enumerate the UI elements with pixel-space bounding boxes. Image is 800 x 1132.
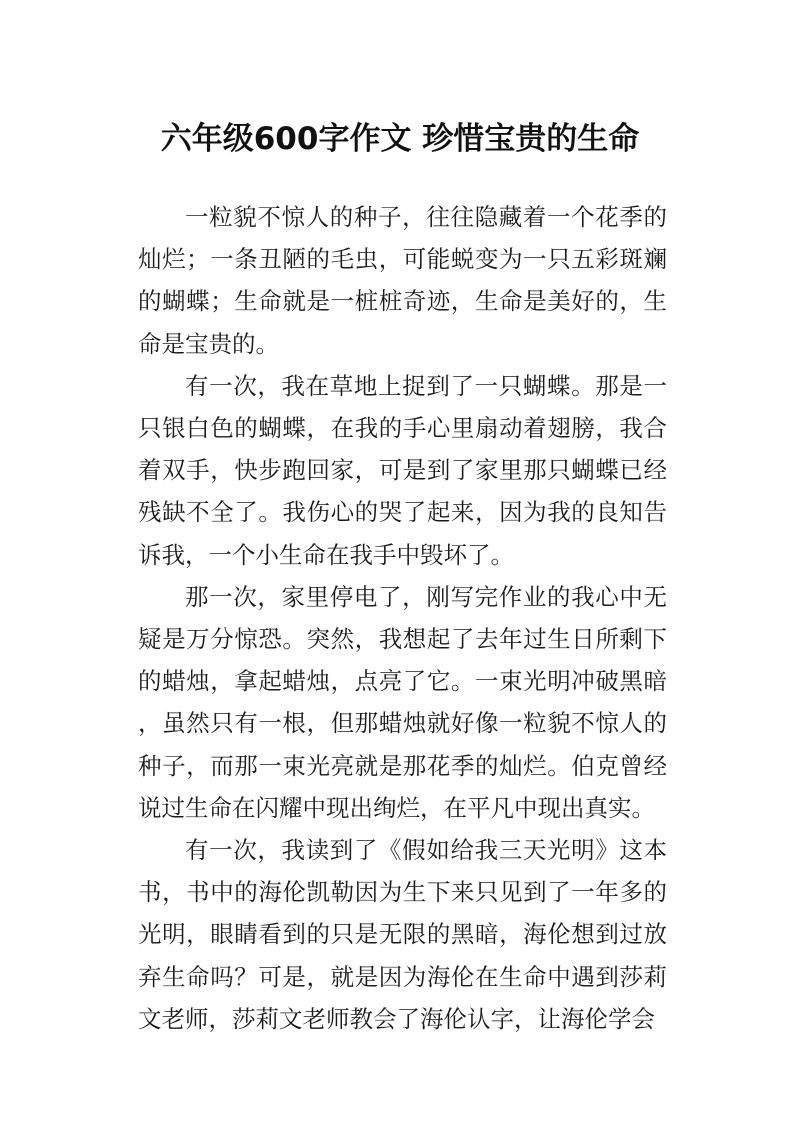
- document-title: 六年级600字作文 珍惜宝贵的生命: [160, 120, 640, 157]
- document-body: [138, 196, 667, 1040]
- paragraph-3: 那一次，家里停电了，刚写完作业的我心中无疑是万分惊恐。突然，我想起了去年过生日所剩下的蜡烛，拿起蜡烛，点亮了它。一束光明冲破黑暗，虽然只有一根，但那蜡烛就好像一粒貌不惊人的种子，而那一束光亮就是那花季的灿烂。伯克曾经说过生命在闪耀中现出绚烂，在平凡中现出真实。: [138, 582, 667, 822]
- paragraph-1: 一粒貌不惊人的种子，往往隐藏着一个花季的灿烂；一条丑陋的毛虫，可能蜕变为一只五彩斑斓的蝴蝶；生命就是一桩桩奇迹，生命是美好的，生命是宝贵的。: [138, 203, 667, 358]
- paragraph-4: 有一次，我读到了《假如给我三天光明》这本书，书中的海伦凯勒因为生下来只见到了一年多的光明，眼睛看到的只是无限的黑暗，海伦想到过放弃生命吗？可是，就是因为海伦在生命中遇到莎莉文老师，莎莉文老师教会了海伦认字，让海伦学会: [138, 836, 667, 1033]
- paragraph-2: 有一次，我在草地上捉到了一只蝴蝶。那是一只银白色的蝴蝶，在我的手心里扇动着翅膀，我合着双手，快步跑回家，可是到了家里那只蝴蝶已经残缺不全了。我伤心的哭了起来，因为我的良知告诉我，一个小生命在我手中毁坏了。: [138, 371, 667, 569]
